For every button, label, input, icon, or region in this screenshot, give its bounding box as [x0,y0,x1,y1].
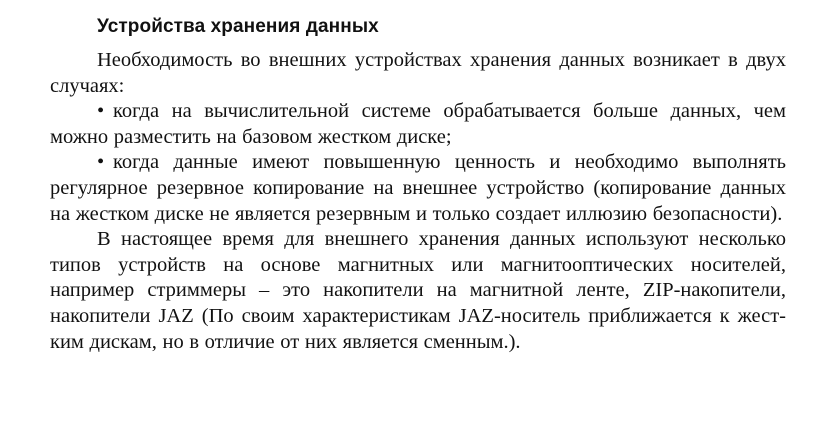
bullet-marker: • [97,151,105,174]
document-heading: Устройства хранения данных [97,16,379,37]
bullet-text: когда на вычислительной системе обрабатывается больше данных, чем можно разместить на базовом жестком диске; [50,100,786,148]
bullet-text: когда данные имеют повышенную ценность и необходимо выполнять регулярное резервное копирование на внешнее устройство (копирование данных на жестком диске не является резервным и только создает иллюзию безопасности). [50,151,786,225]
closing-paragraph: В настоящее время для внешнего хранения данных используют несколько типов устройств на основе магнитных или магнитооптических носителей, например стриммеры – это накопители на магнитной ленте, ZIP-накопители, накопители JAZ (По своим характеристикам JAZ-носитель приближается к жест- ким дискам, но в отличие от них является сменным.). [50,228,786,353]
bullet-item-2 [50,150,786,227]
bullet-marker: • [97,100,105,123]
bullet-item-1 [50,99,786,150]
document-page [50,14,786,355]
intro-paragraph: Необходимость во внешних устройствах хранения данных возникает в двух случаях: [50,49,786,97]
